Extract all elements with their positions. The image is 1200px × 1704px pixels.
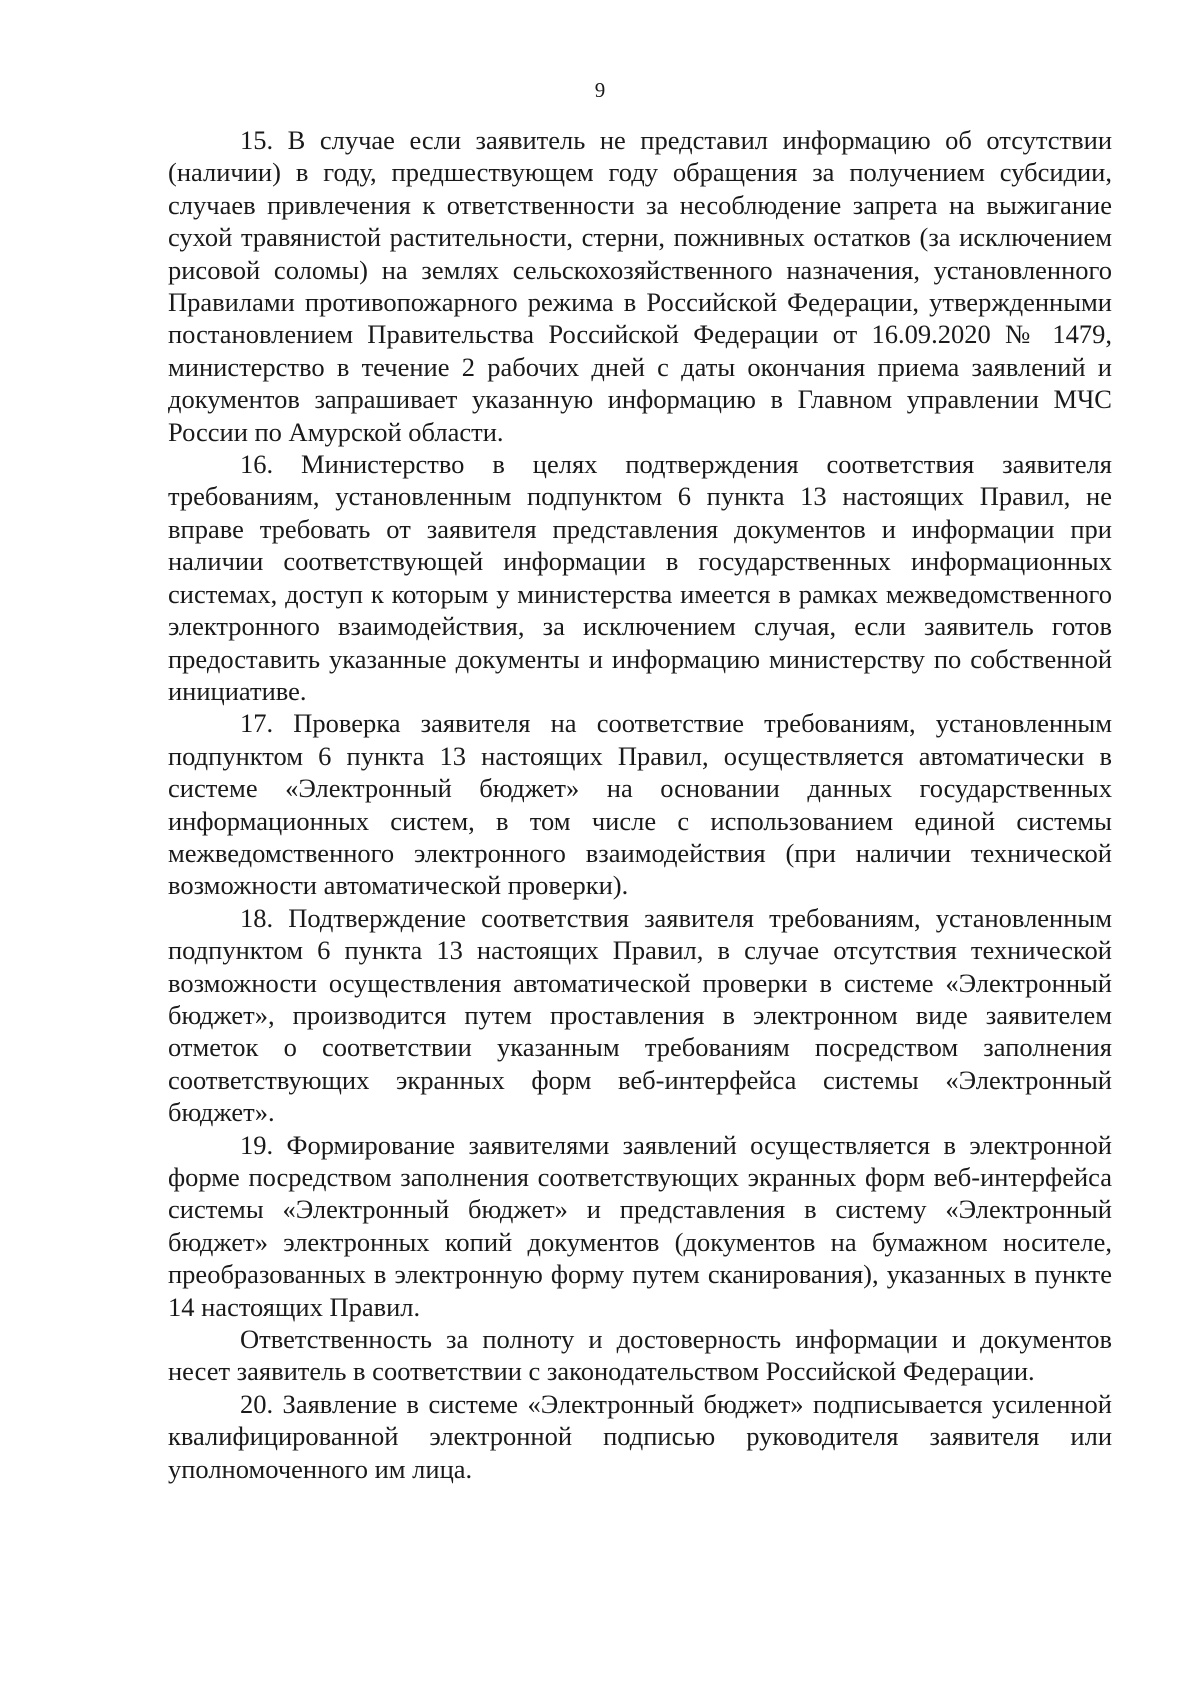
document-body <box>168 124 1112 1485</box>
paragraph-18: 18. Подтверждение соответствия заявителя требованиям, установленным подпунктом 6 пункта 13 настоящих Правил, в случае отсутствия технической возможности осуществления автоматической проверки в системе «Электронный бюджет», производится путем проставления в электронном виде заявителем отметок о соответствии указанным требованиям посредством заполнения соответствующих экранных форм веб-интерфейса системы «Электронный бюджет». <box>168 902 1112 1128</box>
paragraph-16: 16. Министерство в целях подтверждения соответствия заявителя требованиям, установленным подпунктом 6 пункта 13 настоящих Правил, не вправе требовать от заявителя представления документов и информации при наличии соответствующей информации в государственных информационных системах, доступ к которым у министерства имеется в рамках межведомственного электронного взаимодействия, за исключением случая, если заявитель готов предоставить указанные документы и информацию министерству по собственной инициативе. <box>168 449 1112 706</box>
paragraph-17: 17. Проверка заявителя на соответствие требованиям, установленным подпунктом 6 пункта 13 настоящих Правил, осуществляется автоматически в системе «Электронный бюджет» на основании данных государственных информационных систем, в том числе с использованием единой системы межведомственного электронного взаимодействия (при наличии технической возможности автоматической проверки). <box>168 708 1112 901</box>
page-number: 9 <box>594 78 606 102</box>
paragraph-19: 19. Формирование заявителями заявлений осуществляется в электронной форме посредством заполнения соответствующих экранных форм веб-интерфейса системы «Электронный бюджет» и представления в систему «Электронный бюджет» электронных копий документов (документов на бумажном носителе, преобразованных в электронную форму путем сканирования), указанных в пункте 14 настоящих Правил. <box>168 1129 1112 1322</box>
paragraph-19-responsibility: Ответственность за полноту и достоверность информации и документов несет заявитель в соответствии с законодательством Российской Федерации. <box>168 1324 1112 1387</box>
paragraph-20: 20. Заявление в системе «Электронный бюджет» подписывается усиленной квалифицированной электронной подписью руководителя заявителя или уполномоченного им лица. <box>168 1388 1112 1484</box>
paragraph-15: 15. В случае если заявитель не представил информацию об отсутствии (наличии) в году, предшествующем году обращения за получением субсидии, случаев привлечения к ответственности за несоблюдение запрета на выжигание сухой травянистой растительности, стерни, пожнивных остатков (за исключением рисовой соломы) на землях сельскохозяйственного назначения, установленного Правилами противопожарного режима в Российской Федерации, утвержденными постановлением Правительства Российской Федерации от 16.09.2020 № 1479, министерство в течение 2 рабочих дней с даты окончания приема заявлений и документов запрашивает указанную информацию в Главном управлении МЧС России по Амурской области. <box>168 125 1112 447</box>
